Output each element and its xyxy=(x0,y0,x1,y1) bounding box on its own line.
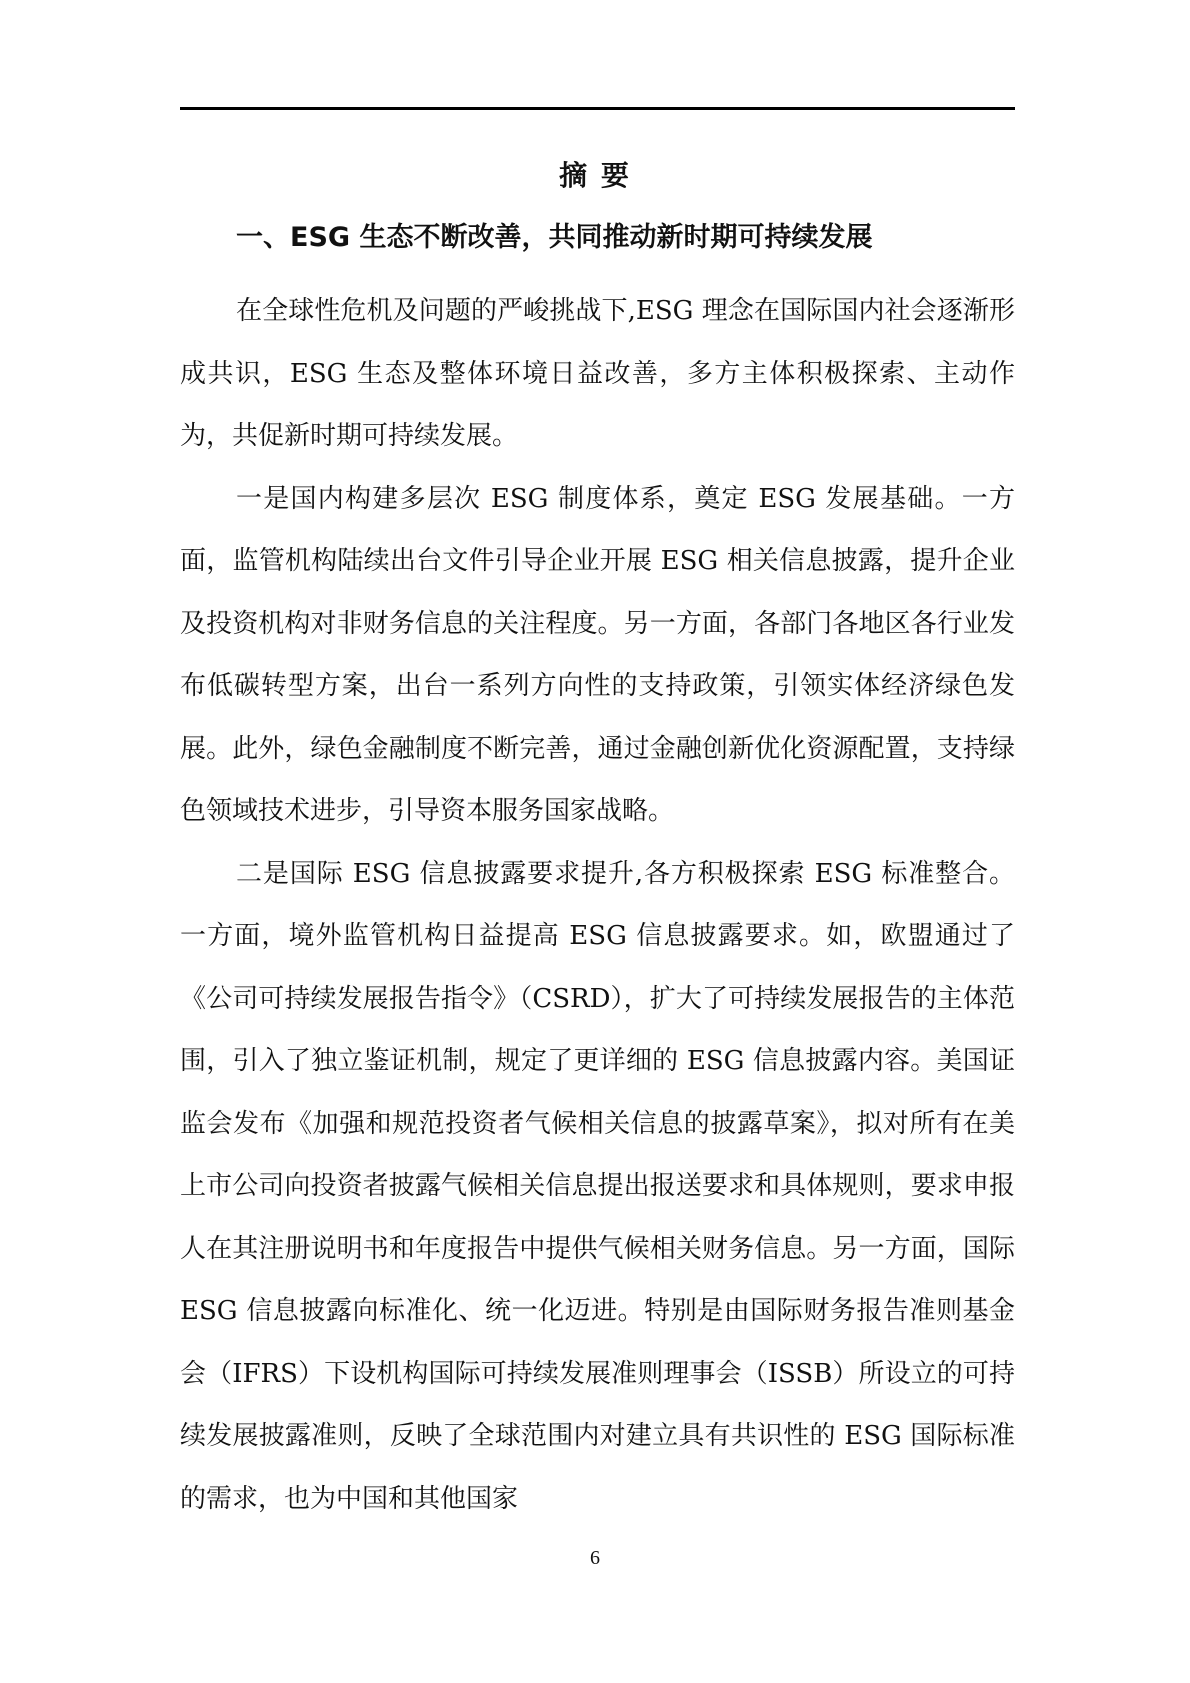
page-number: 6 xyxy=(590,1547,600,1569)
header-rule xyxy=(180,107,1015,110)
paragraph-domestic-system: 一是国内构建多层次 ESG 制度体系，奠定 ESG 发展基础。一方面，监管机构陆续出台文件引导企业开展 ESG 相关信息披露，提升企业及投资机构对非财务信息的关注程度。另一方面，各部门各地区各行业发布低碳转型方案，出台一系列方向性的支持政策，引领实体经济绿色发展。此外，绿色金融制度不断完善，通过金融创新优化资源配置，支持绿色领域技术进步，引导资本服务国家战略。 xyxy=(180,483,1015,826)
section-heading: 一、ESG 生态不断改善，共同推动新时期可持续发展 xyxy=(236,222,873,253)
body-text xyxy=(180,280,1015,1530)
paragraph-intro: 在全球性危机及问题的严峻挑战下,ESG 理念在国际国内社会逐渐形成共识，ESG 生态及整体环境日益改善，多方主体积极探索、主动作为，共促新时期可持续发展。 xyxy=(180,296,1015,451)
page-title: 摘 要 xyxy=(559,159,631,192)
paragraph-international-disclosure: 二是国际 ESG 信息披露要求提升,各方积极探索 ESG 标准整合。一方面，境外监管机构日益提高 ESG 信息披露要求。如，欧盟通过了《公司可持续发展报告指令》（CSRD），扩大了可持续发展报告的主体范围，引入了独立鉴证机制，规定了更详细的 ESG 信息披露内容。美国证监会发布《加强和规范投资者气候相关信息的披露草案》，拟对所有在美上市公司向投资者披露气候相关信息提出报送要求和具体规则，要求申报人在其注册说明书和年度报告中提供气候相关财务信息。另一方面，国际 ESG 信息披露向标准化、统一化迈进。特别是由国际财务报告准则基金会（IFRS）下设机构国际可持续发展准则理事会（ISSB）所设立的可持续发展披露准则，反映了全球范围内对建立具有共识性的 ESG 国际标准的需求，也为中国和其他国家 xyxy=(180,858,1015,1514)
